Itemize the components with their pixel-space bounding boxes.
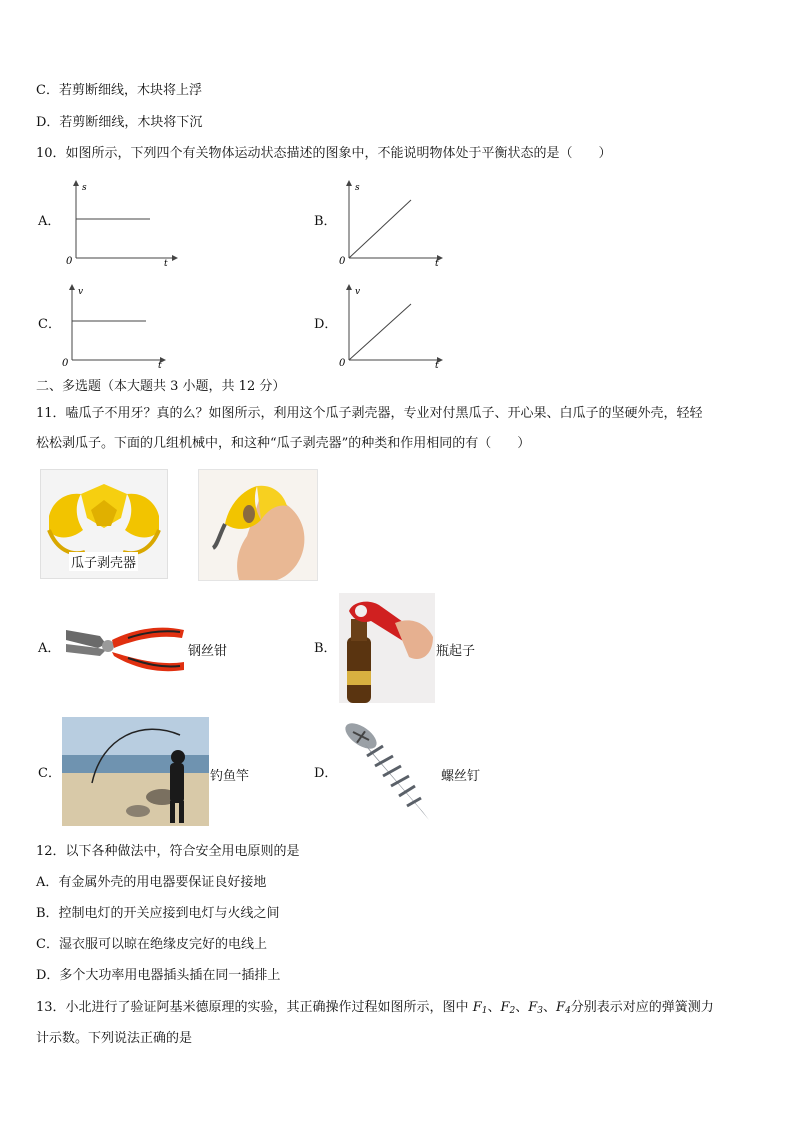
q13-stem-post: 分别表示对应的弹簧测力 bbox=[570, 1000, 714, 1015]
q10-graph-b-origin: 0 bbox=[339, 256, 346, 267]
q13-stem-pre: 13．小北进行了验证阿基米德原理的实验，其正确操作过程如图所示，图中 bbox=[36, 1000, 473, 1015]
q10-graph-b-y-label: s bbox=[355, 183, 360, 193]
q9-option-c: C．若剪断细线，木块将上浮 bbox=[36, 83, 202, 98]
q10-graph-c-x-label: t bbox=[158, 361, 162, 371]
q10-graph-b bbox=[333, 178, 453, 274]
q11-option-b-label: B． bbox=[314, 641, 337, 656]
q12-option-c: C．湿衣服可以晾在绝缘皮完好的电线上 bbox=[36, 937, 267, 952]
q10-graph-d-x-label: t bbox=[435, 361, 439, 371]
force-f4: $F_4$ bbox=[556, 1000, 571, 1016]
q10-option-c-label: C． bbox=[38, 317, 61, 332]
q10-option-a-label: A． bbox=[38, 214, 61, 229]
force-f3: $F_3$ bbox=[528, 1000, 544, 1016]
screw-image bbox=[339, 716, 439, 826]
q12-stem: 12．以下各种做法中，符合安全用电原则的是 bbox=[36, 844, 300, 859]
force-f1: $F_1$ bbox=[472, 1000, 488, 1016]
q11-option-c-caption: 钓鱼竿 bbox=[210, 769, 250, 784]
q13-stem-line2: 计示数。下列说法正确的是 bbox=[36, 1031, 193, 1046]
fishing-rod-image bbox=[62, 717, 209, 826]
q11-option-b-caption: 瓶起子 bbox=[436, 644, 476, 659]
q10-graph-b-x-label: t bbox=[435, 259, 439, 269]
q12-option-d: D．多个大功率用电器插头插在同一插排上 bbox=[36, 968, 281, 983]
q10-graph-a-x-label: t bbox=[164, 259, 168, 269]
q13-stem-line1: 13．小北进行了验证阿基米德原理的实验，其正确操作过程如图所示，图中 $F_1$、$F_2$、$F_3$、$F_4$分别表示对应的弹簧测力 bbox=[36, 1000, 714, 1016]
q10-graph-d-y-label: v bbox=[355, 287, 361, 297]
q10-stem: 10．如图所示，下列四个有关物体运动状态描述的图象中，不能说明物体处于平衡状态的是（ ） bbox=[36, 146, 612, 161]
q10-graph-a-origin: 0 bbox=[66, 256, 73, 267]
sheller-image bbox=[40, 469, 168, 579]
q10-graph-a bbox=[60, 178, 180, 274]
q12-option-a: A．有金属外壳的用电器要保证良好接地 bbox=[36, 875, 267, 890]
q11-stem-line1: 11．嗑瓜子不用牙？真的么？如图所示，利用这个瓜子剥壳器，专业对付黑瓜子、开心果、白瓜子的坚硬外壳，轻轻 bbox=[36, 406, 703, 421]
q10-graph-c-origin: 0 bbox=[62, 358, 69, 369]
section-heading-multi-choice: 二、多选题（本大题共 3 小题，共 12 分） bbox=[36, 379, 286, 394]
q10-option-d-label: D． bbox=[314, 317, 338, 332]
q10-graph-d bbox=[333, 282, 453, 378]
q11-option-a-label: A． bbox=[38, 641, 61, 656]
force-f2: $F_2$ bbox=[500, 1000, 516, 1016]
q10-graph-a-y-label: s bbox=[82, 183, 87, 193]
q12-option-b: B．控制电灯的开关应接到电灯与火线之间 bbox=[36, 906, 280, 921]
q11-option-d-label: D． bbox=[314, 766, 338, 781]
q11-option-a-caption: 钢丝钳 bbox=[188, 644, 228, 659]
q10-graph-c bbox=[56, 282, 176, 378]
q11-stem-line2: 松松剥瓜子。下面的几组机械中，和这种“瓜子剥壳器”的种类和作用相同的有（ ） bbox=[36, 436, 531, 451]
pliers-image bbox=[62, 614, 186, 680]
q11-option-c-label: C． bbox=[38, 766, 61, 781]
q10-graph-d-origin: 0 bbox=[339, 358, 346, 369]
q11-option-d-caption: 螺丝钉 bbox=[441, 769, 481, 784]
q10-graph-c-y-label: v bbox=[78, 287, 84, 297]
sheller-in-hand-image bbox=[198, 469, 318, 581]
sheller-caption: 瓜子剥壳器 bbox=[69, 552, 138, 571]
bottle-opener-image bbox=[339, 593, 435, 703]
q9-option-d: D．若剪断细线，木块将下沉 bbox=[36, 115, 203, 130]
q10-option-b-label: B． bbox=[314, 214, 337, 229]
